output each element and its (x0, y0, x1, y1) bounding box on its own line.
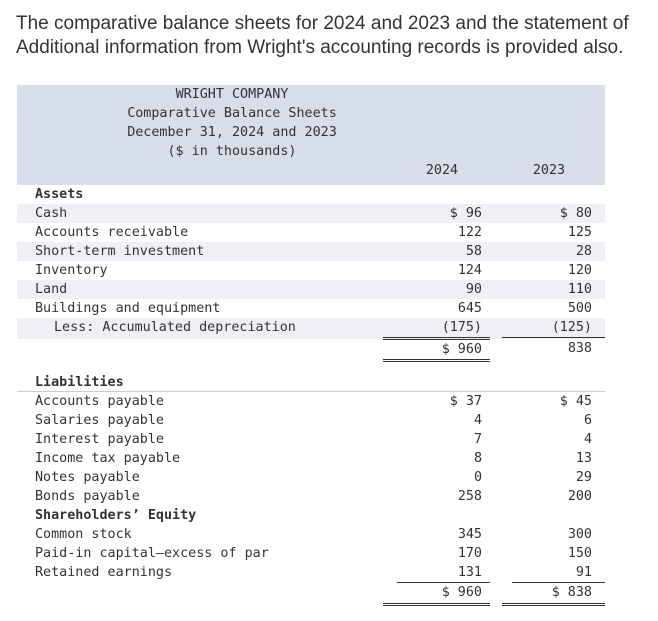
equity-total-2024: $ 960 (383, 583, 490, 606)
value-2024: 131 (397, 563, 490, 583)
value-2023: 6 (583, 413, 592, 428)
intro-line-2: Additional information from Wright's accounting records is provided also. (16, 37, 624, 58)
table-row (17, 563, 605, 583)
table-row (17, 392, 605, 411)
value-2024: 170 (457, 546, 482, 561)
value-2023: 125 (567, 225, 592, 240)
table-row (17, 449, 605, 468)
liabilities-heading-row (17, 373, 605, 392)
assets-total-row (17, 339, 605, 361)
value-2023: 13 (575, 451, 592, 466)
table-row (17, 223, 605, 242)
value-2023: 91 (512, 563, 605, 583)
row-label: Short-term investment (35, 244, 205, 259)
value-2024: 8 (473, 451, 482, 466)
value-2023: 29 (575, 470, 592, 485)
intro-line-1: The comparative balance sheets for 2024 and 2023 and the statement of (16, 13, 629, 34)
row-label: Accounts receivable (35, 225, 189, 240)
table-row (17, 318, 605, 339)
table-row (17, 261, 605, 280)
table-row (17, 525, 605, 544)
row-label: Land (35, 282, 68, 297)
value-2023: 150 (567, 546, 592, 561)
value-2024: 90 (465, 282, 482, 297)
statement-title: Comparative Balance Sheets (127, 106, 337, 121)
table-row (17, 242, 605, 261)
value-2023: 500 (567, 301, 592, 316)
value-2024: 4 (473, 413, 482, 428)
row-label: Interest payable (35, 432, 164, 447)
statement-date: December 31, 2024 and 2023 (127, 125, 337, 140)
value-2024: 122 (457, 225, 482, 240)
value-2024: $ 37 (449, 394, 482, 409)
value-2023: $ 80 (559, 206, 592, 221)
row-label: Cash (35, 206, 68, 221)
value-2023: 200 (567, 489, 592, 504)
column-header-2023: 2023 (532, 163, 566, 178)
value-2023: 110 (567, 282, 592, 297)
table-row (17, 487, 605, 506)
row-label: Retained earnings (35, 565, 173, 580)
table-row (17, 204, 605, 223)
value-2023: (125) (502, 318, 605, 338)
equity-total-2023: $ 838 (502, 583, 605, 606)
statement-units: ($ in thousands) (167, 144, 297, 159)
table-header (17, 85, 605, 185)
balance-sheet-table (17, 85, 605, 609)
value-2023: 4 (583, 432, 592, 447)
value-2024: (175) (383, 318, 490, 338)
value-2024: 58 (465, 244, 482, 259)
row-label: Inventory (35, 263, 108, 278)
table-row (17, 299, 605, 318)
assets-heading: Assets (35, 187, 84, 202)
table-row (17, 430, 605, 449)
row-label: Bonds payable (35, 489, 140, 504)
assets-heading-row (17, 185, 605, 204)
row-label: Income tax payable (35, 451, 181, 466)
equity-total-row (17, 583, 605, 609)
value-2024: 124 (457, 263, 482, 278)
value-2023: 28 (575, 244, 592, 259)
value-2024: $ 96 (449, 206, 482, 221)
value-2024: 7 (473, 432, 482, 447)
row-label: Paid-in capital—excess of par (35, 546, 269, 561)
value-2024: 345 (457, 527, 482, 542)
value-2024: 258 (457, 489, 482, 504)
row-label: Accounts payable (35, 394, 164, 409)
table-row (17, 280, 605, 299)
row-label: Salaries payable (35, 413, 164, 428)
table-row (17, 468, 605, 487)
row-label: Less: Accumulated depreciation (54, 320, 296, 335)
row-label: Buildings and equipment (35, 301, 221, 316)
value-2023: $ 45 (559, 394, 592, 409)
column-header-2024: 2024 (425, 163, 459, 178)
value-2023: 300 (567, 527, 592, 542)
table-row (17, 544, 605, 563)
table-row (17, 411, 605, 430)
company-name: WRIGHT COMPANY (175, 87, 289, 102)
value-2023: 120 (567, 263, 592, 278)
row-label: Common stock (35, 527, 132, 542)
value-2024: 645 (457, 301, 482, 316)
equity-heading: Shareholders’ Equity (35, 508, 197, 523)
row-label: Notes payable (35, 470, 140, 485)
equity-heading-row (17, 506, 605, 525)
intro-text (16, 12, 656, 60)
assets-total-2023: 838 (567, 341, 592, 356)
liabilities-heading: Liabilities (35, 375, 124, 390)
value-2024: 0 (473, 470, 482, 485)
assets-total-2024: $ 960 (383, 339, 490, 362)
